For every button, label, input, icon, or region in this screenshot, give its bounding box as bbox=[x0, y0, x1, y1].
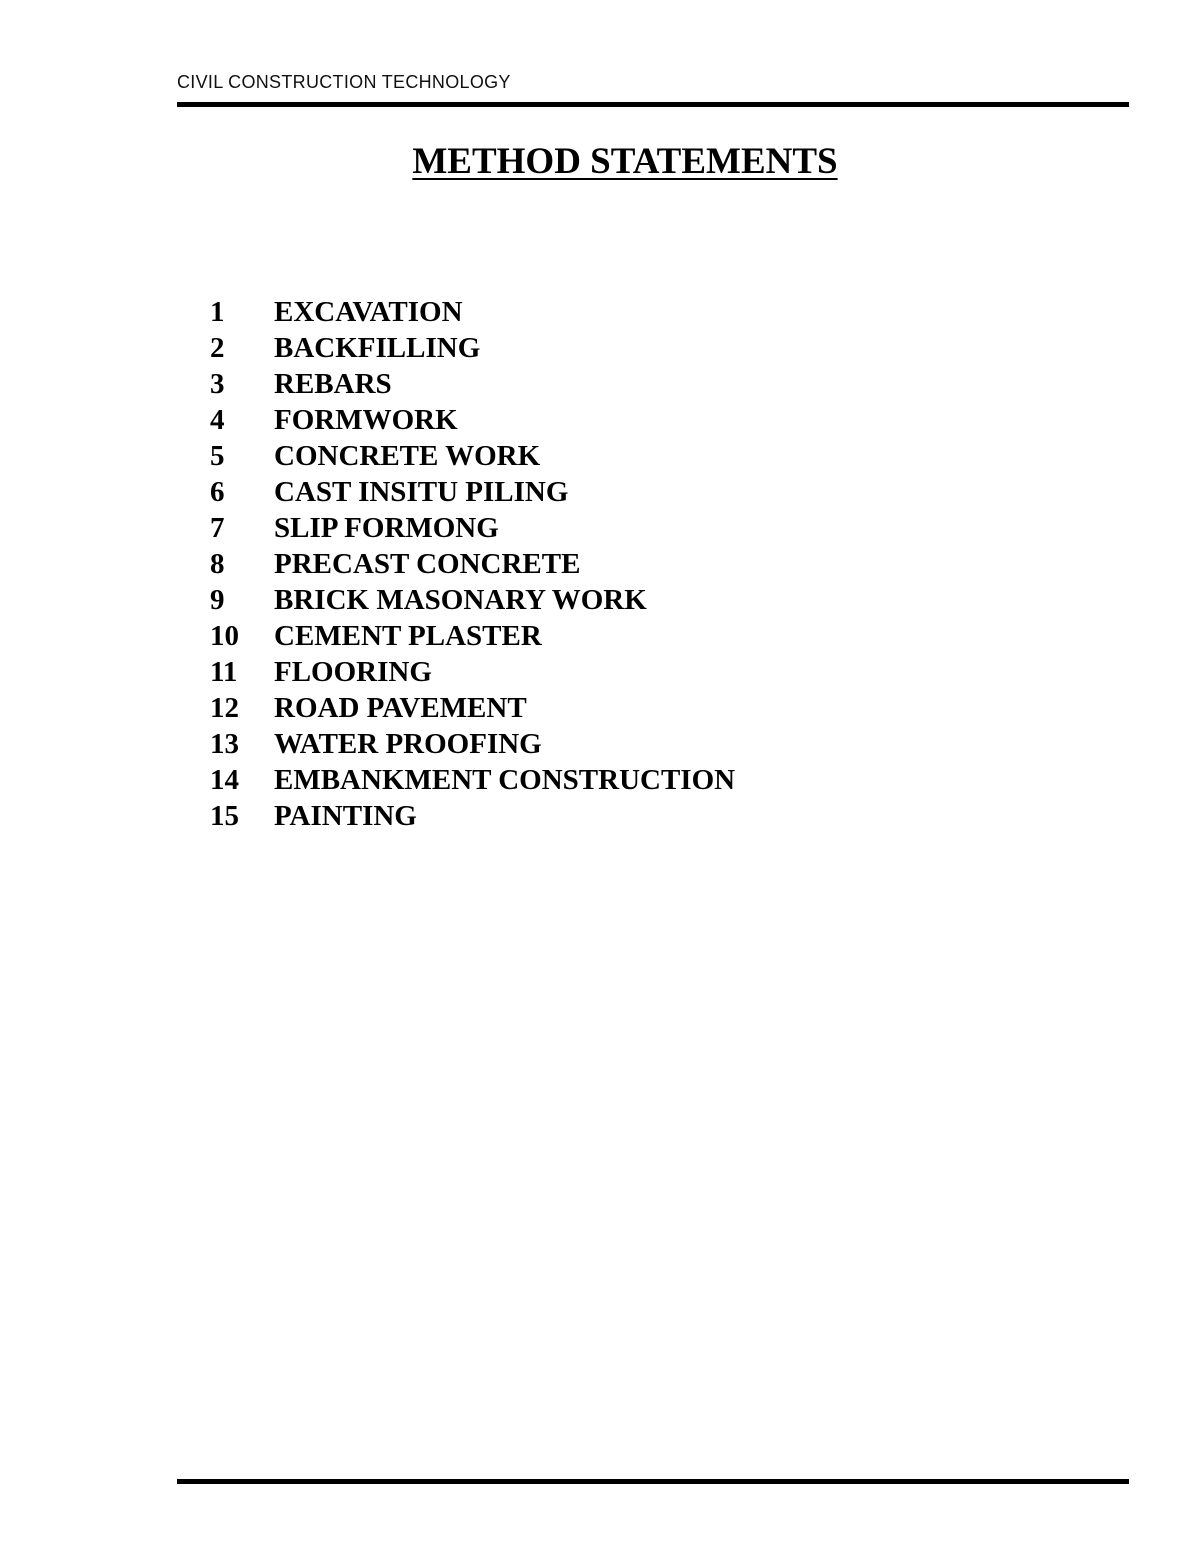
item-label: SLIP FORMONG bbox=[274, 512, 499, 544]
footer-rule bbox=[177, 1479, 1129, 1484]
item-label: REBARS bbox=[274, 368, 392, 400]
item-number: 13 bbox=[210, 728, 239, 760]
item-label: BRICK MASONARY WORK bbox=[274, 584, 647, 616]
list-item bbox=[210, 762, 735, 798]
item-label: FLOORING bbox=[274, 656, 432, 688]
item-number: 4 bbox=[210, 404, 225, 436]
item-label: WATER PROOFING bbox=[274, 728, 542, 760]
list-item bbox=[210, 474, 735, 510]
list-item bbox=[210, 366, 735, 402]
running-header: CIVIL CONSTRUCTION TECHNOLOGY bbox=[177, 72, 511, 92]
list-item bbox=[210, 654, 735, 690]
list-item bbox=[210, 510, 735, 546]
list-item bbox=[210, 402, 735, 438]
item-number: 3 bbox=[210, 368, 225, 400]
method-statement-list bbox=[210, 294, 735, 834]
list-item bbox=[210, 726, 735, 762]
list-item bbox=[210, 294, 735, 330]
item-label: BACKFILLING bbox=[274, 332, 481, 364]
item-label: CAST INSITU PILING bbox=[274, 476, 569, 508]
item-label: EXCAVATION bbox=[274, 296, 463, 328]
item-number: 12 bbox=[210, 692, 239, 724]
item-number: 7 bbox=[210, 512, 225, 544]
item-number: 5 bbox=[210, 440, 225, 472]
item-label: EMBANKMENT CONSTRUCTION bbox=[274, 764, 736, 796]
item-number: 15 bbox=[210, 800, 239, 832]
item-number: 10 bbox=[210, 620, 239, 652]
item-number: 11 bbox=[210, 656, 238, 688]
list-item bbox=[210, 798, 735, 834]
list-item bbox=[210, 546, 735, 582]
list-item bbox=[210, 618, 735, 654]
item-label: CONCRETE WORK bbox=[274, 440, 541, 472]
item-label: PAINTING bbox=[274, 800, 417, 832]
page-title: METHOD STATEMENTS bbox=[412, 141, 838, 182]
list-item bbox=[210, 330, 735, 366]
list-item bbox=[210, 690, 735, 726]
item-number: 2 bbox=[210, 332, 225, 364]
item-number: 9 bbox=[210, 584, 225, 616]
item-label: FORMWORK bbox=[274, 404, 458, 436]
item-number: 8 bbox=[210, 548, 225, 580]
item-label: ROAD PAVEMENT bbox=[274, 692, 527, 724]
header-rule bbox=[177, 102, 1129, 107]
item-label: PRECAST CONCRETE bbox=[274, 548, 581, 580]
item-number: 1 bbox=[210, 296, 225, 328]
item-number: 14 bbox=[210, 764, 239, 796]
list-item bbox=[210, 582, 735, 618]
item-label: CEMENT PLASTER bbox=[274, 620, 542, 652]
item-number: 6 bbox=[210, 476, 225, 508]
list-item bbox=[210, 438, 735, 474]
